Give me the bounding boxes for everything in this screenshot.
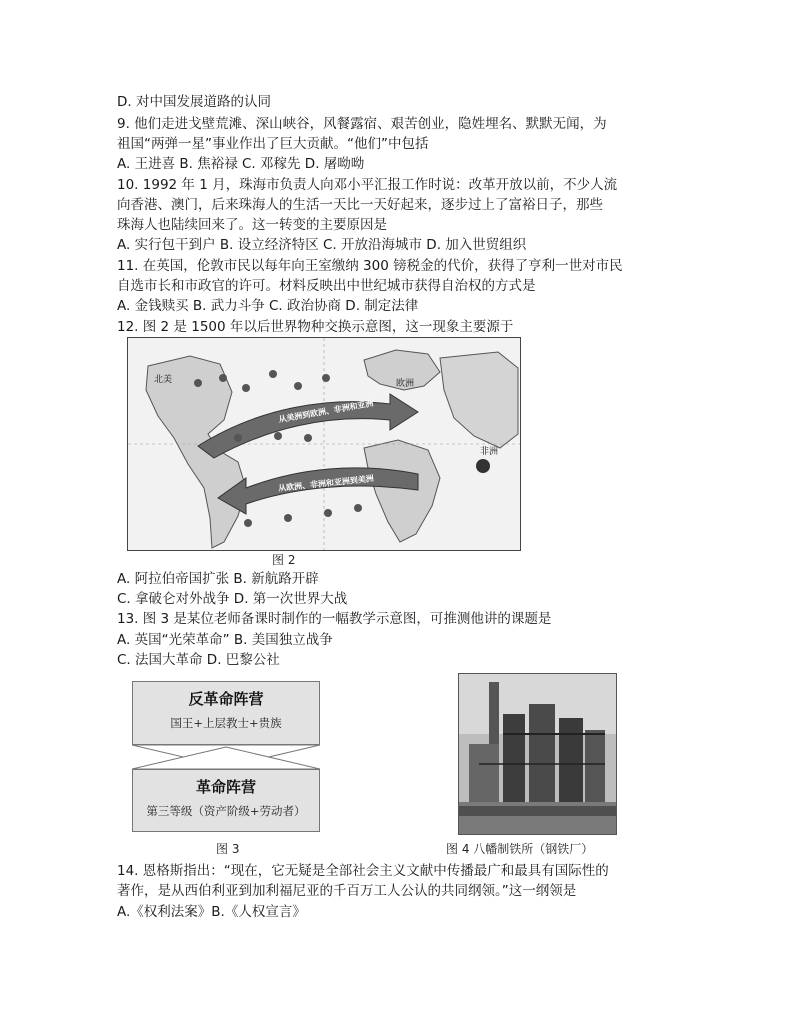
crop-marker	[244, 519, 252, 527]
fig2-caption: 图 2	[272, 553, 296, 567]
line-q14-stem-1: 14. 恩格斯指出：“现在，它无疑是全部社会主义文献中传播最广和最具有国际性的	[117, 863, 609, 879]
line-q13-options-1: A. 英国“光荣革命” B. 美国独立战争	[117, 632, 333, 648]
photo-drawing	[459, 674, 616, 834]
yawata-steel-works-photo	[458, 673, 617, 835]
line-q11-stem-2: 自选市长和市政官的许可。材料反映出中世纪城市获得自治权的方式是	[117, 278, 536, 294]
line-q13-options-2: C. 法国大革命 D. 巴黎公社	[117, 652, 280, 668]
europe-label: 欧洲	[396, 379, 415, 389]
line-q9-stem-1: 9. 他们走进戈壁荒滩、深山峡谷，风餐露宿、艰苦创业，隐姓埋名、默默无闻，为	[117, 116, 607, 132]
bottom-arrow-label: 从欧洲、非洲和亚洲到美洲	[277, 474, 375, 493]
crop-marker	[269, 370, 277, 378]
line-q14-stem-2: 著作，是从西伯利亚到加利福尼亚的千百万工人公认的共同纲领。”这一纲领是	[117, 883, 577, 899]
crop-marker	[194, 379, 202, 387]
counter-revolution-members: 国王+上层教士+贵族	[170, 716, 282, 730]
crop-marker	[322, 374, 330, 382]
revolution-members: 第三等级（资产阶级+劳动者）	[146, 804, 306, 818]
line-q8-option-d: D. 对中国发展道路的认同	[117, 94, 271, 110]
counter-revolution-box	[132, 681, 320, 745]
line-q13-stem: 13. 图 3 是某位老师备课时制作的一幅教学示意图，可推测他讲的课题是	[117, 611, 552, 627]
counter-revolution-title: 反革命阵营	[188, 690, 264, 708]
line-q11-stem-1: 11. 在英国，伦敦市民以每年向王室缴纳 300 镑税金的代价，获得了亨利一世对市民	[117, 258, 623, 274]
map-drawing	[128, 338, 520, 550]
crop-marker	[242, 384, 250, 392]
crop-marker	[354, 504, 362, 512]
species-exchange-map	[127, 337, 521, 551]
line-q10-stem-2: 向香港、澳门，后来珠海人的生活一天比一天好起来，逐步过上了富裕日子，那些	[117, 197, 603, 213]
fig3-caption: 图 3	[216, 842, 240, 856]
fig3-camp-diagram	[132, 681, 320, 832]
divider-arrows	[132, 745, 320, 769]
crop-marker	[324, 509, 332, 517]
line-q14-options: A.《权利法案》B.《人权宣言》	[117, 904, 306, 920]
crop-marker	[234, 434, 242, 442]
crop-marker	[274, 432, 282, 440]
top-arrow-label: 从美洲到欧洲、非洲和亚洲	[277, 398, 375, 425]
revolution-box	[132, 769, 320, 832]
crop-marker	[294, 382, 302, 390]
line-q9-stem-2: 祖国“两弹一星”事业作出了巨大贡献。“他们”中包括	[117, 136, 429, 152]
line-q12-options-2: C. 拿破仑对外战争 D. 第一次世界大战	[117, 591, 348, 607]
revolution-title: 革命阵营	[195, 778, 256, 796]
disease-skull-icon	[476, 459, 490, 473]
line-q9-options: A. 王进喜 B. 焦裕禄 C. 邓稼先 D. 屠呦呦	[117, 156, 365, 172]
north-america-label: 北美	[154, 375, 173, 385]
line-q10-stem-1: 10. 1992 年 1 月，珠海市负责人向邓小平汇报工作时说：改革开放以前，不少人流	[117, 177, 618, 193]
line-q12-stem: 12. 图 2 是 1500 年以后世界物种交换示意图，这一现象主要源于	[117, 319, 514, 335]
line-q12-options-1: A. 阿拉伯帝国扩张 B. 新航路开辟	[117, 571, 319, 587]
line-q10-stem-3: 珠海人也陆续回来了。这一转变的主要原因是	[117, 217, 387, 233]
crop-marker	[284, 514, 292, 522]
africa-label: 非洲	[480, 447, 499, 457]
crop-marker	[219, 374, 227, 382]
crop-marker	[304, 434, 312, 442]
line-q11-options: A. 金钱赎买 B. 武力斗争 C. 政治协商 D. 制定法律	[117, 298, 419, 314]
line-q10-options: A. 实行包干到户 B. 设立经济特区 C. 开放沿海城市 D. 加入世贸组织	[117, 237, 527, 253]
fig4-caption: 图 4 八幡制铁所（钢铁厂）	[446, 842, 594, 856]
